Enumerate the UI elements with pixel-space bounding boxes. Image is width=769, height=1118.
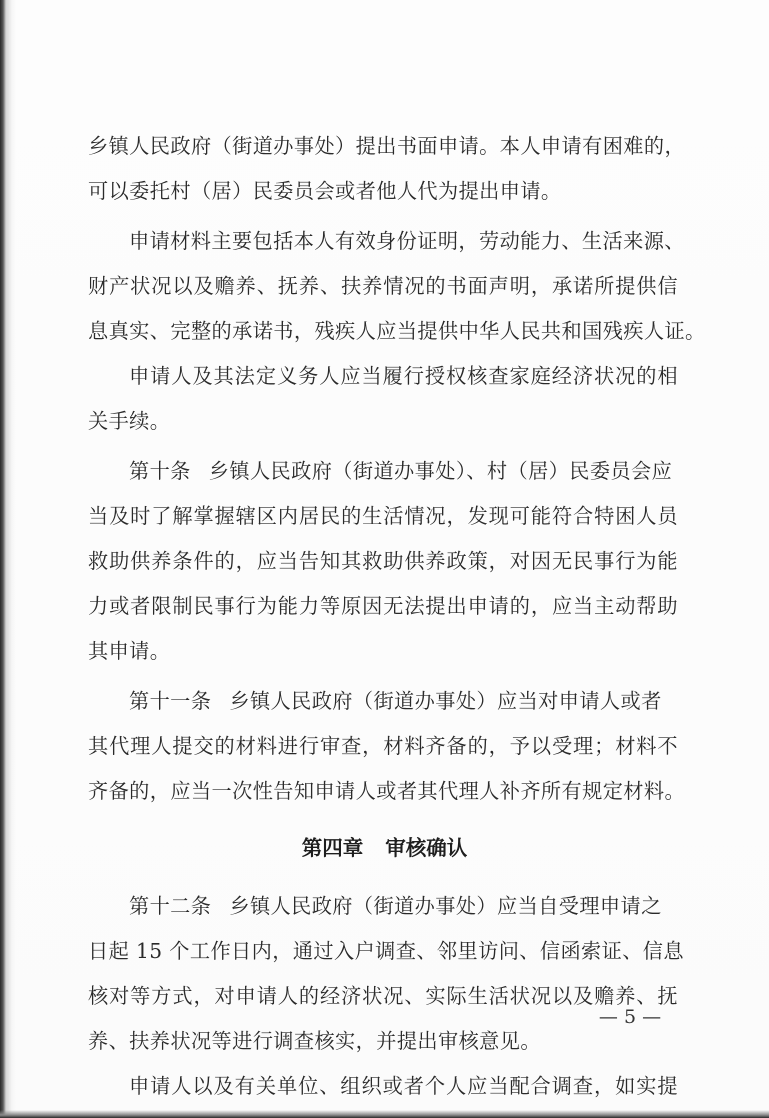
- text-line: 财产状况以及赡养、抚养、扶养情况的书面声明，承诺所提供信: [88, 274, 678, 298]
- text-line: 可以委托村（居）民委员会或者他人代为提出申请。: [88, 179, 562, 203]
- text-line: 其代理人提交的材料进行审查，材料齐备的，予以受理；材料不: [88, 734, 678, 758]
- page-number: — 5 —: [598, 1006, 662, 1028]
- text-line: 乡镇人民政府（街道办事处）提出书面申请。本人申请有困难的，: [88, 134, 686, 158]
- text-line: 乡镇人民政府（街道办事处）、村（居）民委员会应: [208, 459, 673, 483]
- text-line: 养、扶养状况等进行调查核实，并提出审核意见。: [88, 1029, 541, 1053]
- text-line: 齐备的，应当一次性告知申请人或者其代理人补齐所有规定材料。: [88, 779, 686, 803]
- article-10-first-line: [88, 451, 678, 491]
- chapter-heading: [0, 828, 769, 868]
- text-line: 关手续。: [88, 409, 171, 433]
- text-line: 力或者限制民事行为能力等原因无法提出申请的，应当主动帮助: [88, 594, 678, 618]
- chapter-title: 审核确认: [385, 836, 468, 860]
- article-number: 第十条: [129, 459, 191, 483]
- article-number: 第十二条: [129, 894, 212, 918]
- text-line: 救助供养条件的，应当告知其救助供养政策，对因无民事行为能: [88, 549, 678, 573]
- text-line: 其申请。: [88, 639, 171, 663]
- text-line: 当及时了解掌握辖区内居民的生活情况，发现可能符合特困人员: [88, 504, 678, 528]
- text-line: 核对等方式，对申请人的经济状况、实际生活状况以及赡养、抚: [88, 984, 678, 1008]
- text-line: 申请人及其法定义务人应当履行授权核查家庭经济状况的相: [129, 364, 678, 388]
- article-11-first-line: [88, 681, 678, 721]
- text-line: 息真实、完整的承诺书，残疾人应当提供中华人民共和国残疾人证。: [88, 319, 706, 343]
- text-line: 乡镇人民政府（街道办事处）应当对申请人或者: [229, 689, 662, 713]
- chapter-number: 第四章: [301, 836, 364, 860]
- text-line: 申请人以及有关单位、组织或者个人应当配合调查，如实提: [129, 1074, 678, 1098]
- text-line: 乡镇人民政府（街道办事处）应当自受理申请之: [229, 894, 662, 918]
- text-line: 申请材料主要包括本人有效身份证明，劳动能力、生活来源、: [129, 229, 685, 253]
- scan-edge-left: [0, 0, 16, 1118]
- text-line: 日起 15 个工作日内，通过入户调查、邻里访问、信函索证、信息: [88, 939, 684, 963]
- article-number: 第十一条: [129, 689, 212, 713]
- article-12-first-line: [88, 886, 678, 926]
- scan-edge-bottom: [0, 1110, 769, 1118]
